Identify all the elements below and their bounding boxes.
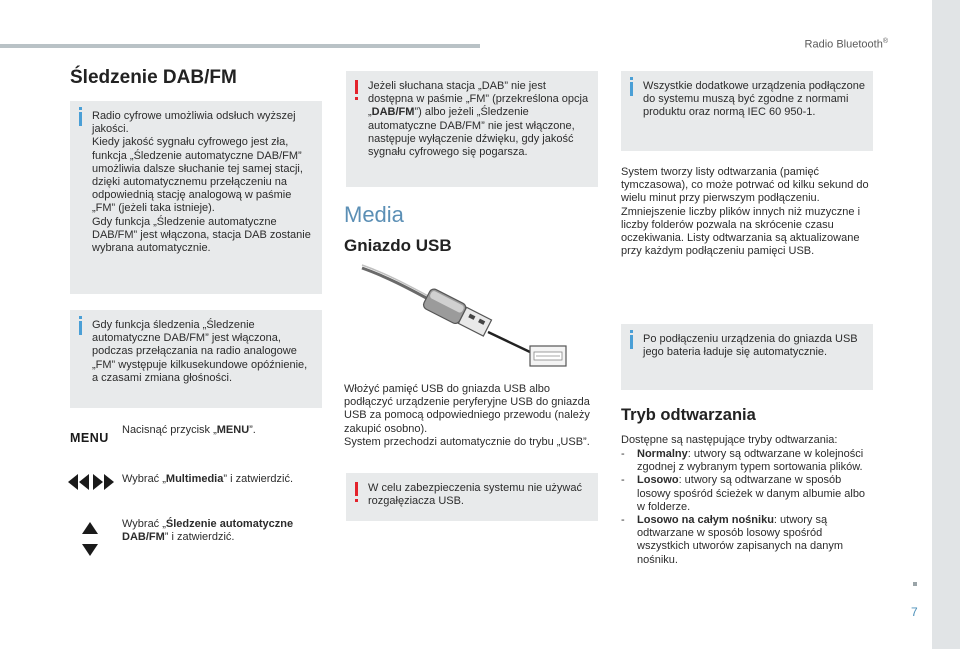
list-item: - Losowo na całym nośniku: utwory są odtwarzane w sposób losowy spośród wszystkich utworów zapisanych na danym nośniku. [621, 514, 867, 567]
info-icon [630, 335, 633, 349]
playback-mode-heading: Tryb odtwarzania [621, 406, 756, 424]
warning-box-dab [346, 71, 598, 187]
step-select-tracking: Wybrać „Śledzenie automatyczne DAB/FM” i zatwierdzić. [122, 518, 294, 544]
up-down-arrows-icon [82, 522, 98, 556]
page-number: 7 [911, 605, 918, 619]
info-box-delay [70, 310, 322, 408]
left-right-arrows-icon [68, 474, 114, 490]
page-title: Śledzenie DAB/FM [70, 67, 237, 88]
playback-mode-intro: Dostępne są następujące tryby odtwarzania: [621, 434, 838, 446]
playback-mode-list [621, 448, 867, 567]
section-header: Radio Bluetooth® [804, 38, 888, 51]
info-box-digital-radio [70, 101, 322, 294]
info-icon [79, 112, 82, 126]
info-text: Wszystkie dodatkowe urządzenia podłączone do systemu muszą być zgodne z normami produktu oraz normą IEC 60 950-1. [643, 80, 865, 119]
warning-icon [355, 482, 358, 496]
step-select-multimedia: Wybrać „Multimedia” i zatwierdzić. [122, 473, 294, 485]
usb-stick-illustration [360, 262, 572, 372]
info-text: Po podłączeniu urządzenia do gniazda USB jego bateria ładuje się automatycznie. [643, 333, 858, 359]
info-box-battery [621, 324, 873, 390]
playlist-paragraph: System tworzy listy odtwarzania (pamięć tymczasowa), co może potrwać od kilku sekund do wielu minut przy pierwszym podłączeniu. Zmniejszenie liczby plików innych niż muzyczne i liczby folderów pozwala na skrócenie czasu oczekiwania. Listy odtwarzania są aktualizowane przy każdym podłączeniu pamięci USB. [621, 166, 869, 258]
info-icon [79, 321, 82, 335]
top-divider-bar [0, 44, 480, 48]
page-marker [913, 582, 917, 586]
list-item: - Normalny: utwory są odtwarzane w kolejności zgodnej z wybranym typem sortowania plików. [621, 448, 867, 474]
usb-heading: Gniazdo USB [344, 236, 452, 255]
info-box-standards [621, 71, 873, 151]
list-item: - Losowo: utwory są odtwarzane w sposób losowy spośród ścieżek w danym albumie albo w folderze. [621, 474, 867, 514]
warning-box-usb-hub [346, 473, 598, 521]
warning-text: W celu zabezpieczenia systemu nie używać rozgałęziacza USB. [368, 482, 582, 508]
info-icon [630, 82, 633, 96]
warning-icon [355, 80, 358, 94]
step-press-menu: Nacisnąć przycisk „MENU”. [122, 424, 256, 436]
menu-button-icon: MENU [70, 431, 109, 445]
page-edge-strip [932, 0, 960, 649]
usb-instructions: Włożyć pamięć USB do gniazda USB albo podłączyć urządzenie peryferyjne USB do gniazda USB za pomocą odpowiedniego przewodu (należy zakupić osobno). System przechodzi automatycznie do trybu „USB”. [344, 383, 590, 448]
warning-text: Jeżeli słuchana stacja „DAB” nie jest dostępna w paśmie „FM” (przekreślona opcja „DAB/FM”) albo jeżeli „Śledzenie automatyczne DAB/FM” nie jest włączone, następuje wyłączenie dźwięku, gdy jakość sygnału cyfrowego się pogarsza. [368, 80, 589, 159]
info-text: Gdy funkcja śledzenia „Śledzenie automatyczne DAB/FM” jest włączona, podczas przełączania na radio analogowe „FM” występuje kilkusekundowe opóźnienie, a czasami zmiana głośności. [92, 319, 308, 384]
info-text: Radio cyfrowe umożliwia odsłuch wyższej jakości. Kiedy jakość sygnału cyfrowego jest zła, funkcja „Śledzenie automatyczne DAB/FM” umożliwia dalsze słuchanie tej samej stacji, dzięki automatycznemu przełączeniu na odpowiednią stację analogową w paśmie „FM” (jeżeli taka istnieje). Gdy funkcja „Śledzenie automatyczne DAB/FM” jest włączona, stacja DAB zostanie wybrana automatycznie. [92, 110, 311, 255]
media-heading: Media [344, 202, 404, 227]
